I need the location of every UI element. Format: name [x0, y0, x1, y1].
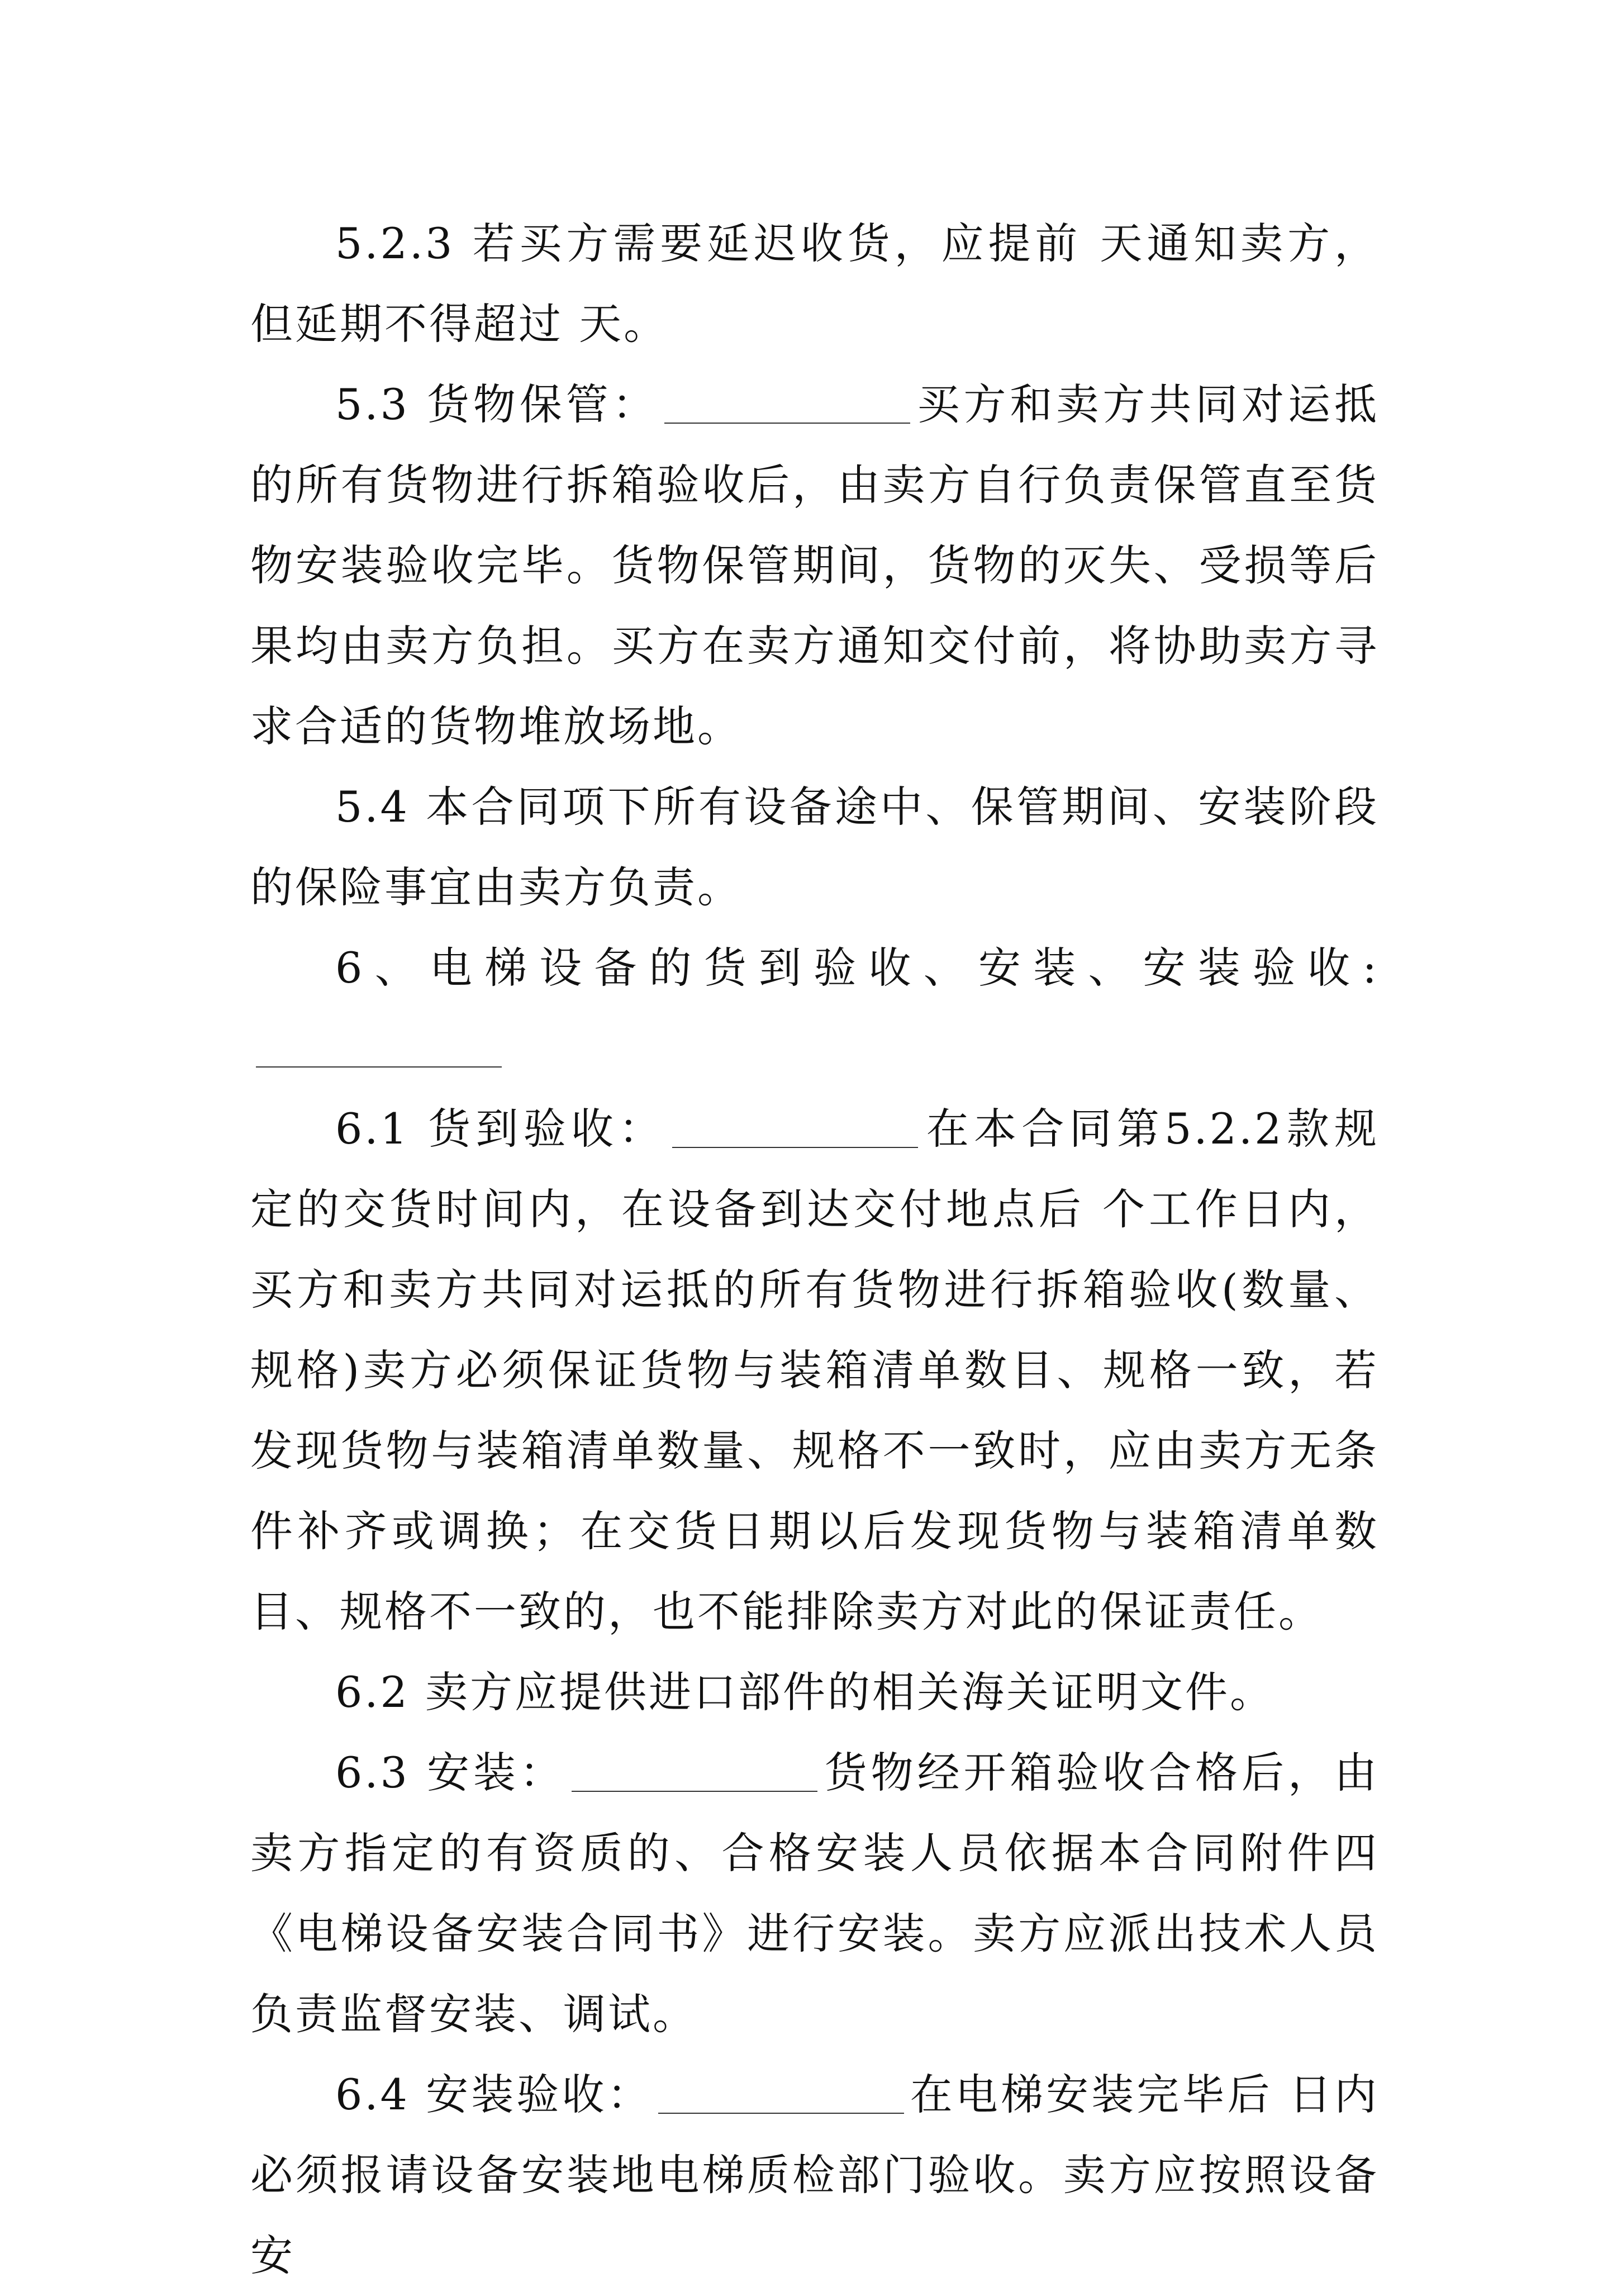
fill-in-blank[interactable]: [256, 1024, 502, 1068]
paragraph-lead: 6.3 安装：: [335, 1748, 566, 1797]
paragraph-6-1: [250, 1089, 1379, 1652]
fill-in-blank[interactable]: [664, 380, 910, 424]
paragraph-lead: 6.4 安装验收：: [335, 2070, 653, 2119]
paragraph-5-4: [250, 767, 1379, 928]
paragraph-6-3: [250, 1733, 1379, 2055]
fill-in-blank[interactable]: [672, 1104, 918, 1148]
paragraph-5-3: [250, 364, 1379, 767]
paragraph-text: 6.2 卖方应提供进口部件的相关海关证明文件。: [335, 1667, 1275, 1717]
paragraph-text: 在本合同第5.2.2款规定的交货时间内，在设备到达交付地点后 个工作日内，买方和卖方共同对运抵的所有货物进行拆箱验收(数量、规格)卖方必须保证货物与装箱清单数目、规格一致，若发现货物与装箱清单数量、规格不一致时，应由卖方无条件补齐或调换；在交货日期以后发现货物与装箱清单数目、规格不一致的，也不能排除卖方对此的保证责任。: [250, 1104, 1379, 1636]
document-body: [250, 203, 1379, 2296]
paragraph-6-2: [250, 1652, 1379, 1733]
paragraph-text: 买方和卖方共同对运抵的所有货物进行拆箱验收后，由卖方自行负责保管直至货物安装验收完毕。货物保管期间，货物的灭失、受损等后果均由卖方负担。买方在卖方通知交付前，将协助卖方寻求合适的货物堆放场地。: [250, 379, 1379, 751]
section-heading-6: [250, 928, 1379, 1089]
paragraph-text: 在电梯安装完毕后 日内必须报请设备安装地电梯质检部门验收。卖方应按照设备安: [250, 2070, 1379, 2280]
paragraph-text: 货物经开箱验收合格后，由卖方指定的有资质的、合格安装人员依据本合同附件四《电梯设备安装合同书》进行安装。卖方应派出技术人员负责监督安装、调试。: [250, 1748, 1379, 2039]
heading-text: 6、电梯设备的货到验收、安装、安装验收:: [335, 943, 1379, 993]
paragraph-text: 5.2.3 若买方需要延迟收货，应提前 天通知卖方，但延期不得超过 天。: [250, 219, 1379, 349]
paragraph-6-4: [250, 2055, 1379, 2296]
paragraph-lead: 5.3 货物保管：: [335, 379, 659, 429]
paragraph-text: 5.4 本合同项下所有设备途中、保管期间、安装阶段的保险事宜由卖方负责。: [250, 782, 1379, 912]
paragraph-lead: 6.1 货到验收：: [335, 1104, 667, 1154]
fill-in-blank[interactable]: [572, 1748, 817, 1792]
fill-in-blank[interactable]: [658, 2070, 904, 2114]
paragraph-5-2-3: [250, 203, 1379, 364]
